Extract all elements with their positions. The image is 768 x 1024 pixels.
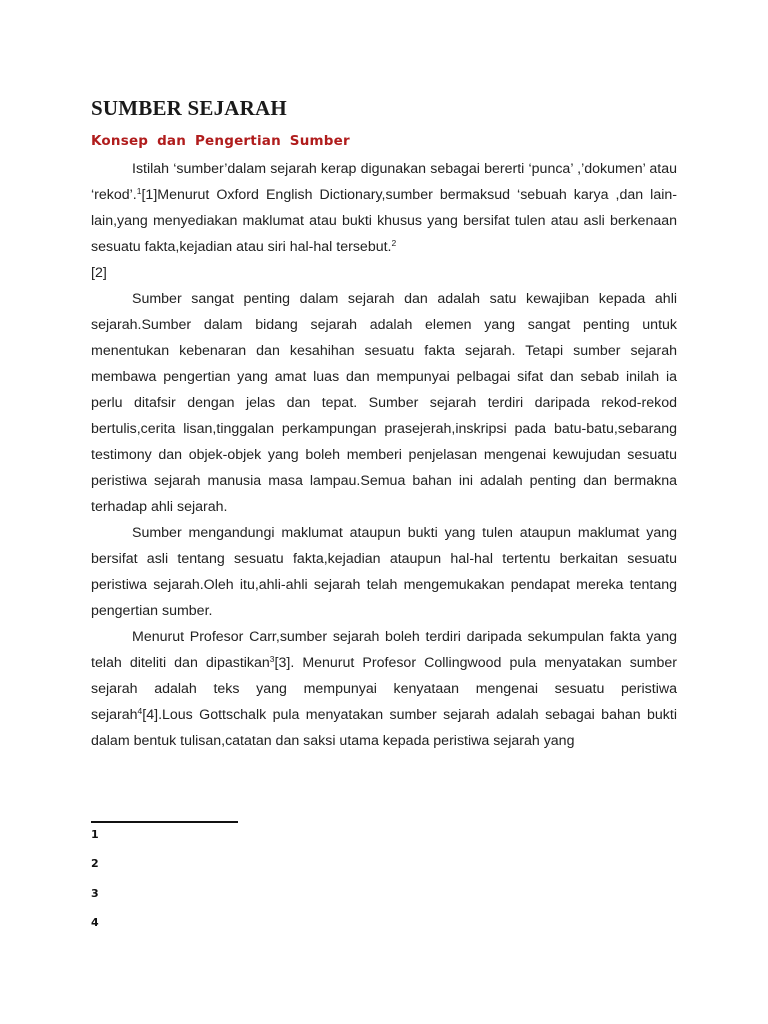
footnote-number[interactable]: 4 (91, 915, 99, 929)
paragraph-1-text-a: Istilah ‘sumber’dalam sejarah kerap digunakan sebagai bererti ‘punca’ ,’dokumen’ atau ‘rekod’. (91, 161, 677, 203)
footnote-number[interactable]: 2 (91, 857, 99, 871)
footnote-number[interactable]: 1 (91, 828, 99, 841)
paragraph-1 (91, 156, 677, 286)
footnote-marker-4[interactable]: 4 (137, 706, 143, 716)
footnote-reference-3[interactable]: [3] (274, 655, 291, 671)
footnote-reference-2[interactable]: [2] (91, 265, 107, 281)
document-title: SUMBER SEJARAH (91, 96, 287, 120)
footnote-number[interactable]: 3 (91, 886, 99, 900)
paragraph-3: Sumber mengandungi maklumat ataupun bukti yang tulen ataupun maklumat yang bersifat asli tentang sesuatu fakta,kejadian ataupun hal-hal tertentu berkaitan sesuatu peristiwa sejarah.Oleh itu,ahli-ahli sejarah telah mengemukakan pendapat mereka tentang pengertian sumber. (91, 525, 677, 619)
footnote-separator (91, 821, 238, 823)
footnote-marker-3[interactable]: 3 (269, 654, 275, 664)
body-text (91, 156, 677, 754)
paragraph-4-text-b: . Menurut Profesor Collingwood pula menyatakan sumber sejarah adalah teks yang mempunyai kenyataan mengenai sesuatu peristiwa sejarah (91, 655, 678, 723)
paragraph-4-text-c: .Lous Gottschalk pula menyatakan sumber sejarah adalah sebagai bahan bukti dalam bentuk tulisan,catatan dan saksi utama kepada peristiwa sejarah yang (91, 707, 677, 749)
paragraph-1-text-b: Menurut Oxford English Dictionary,sumber bermaksud ‘sebuah karya ,dan lain-lain,yang menyediakan maklumat atau bukti khusus yang bersifat tulen atau asli berkenaan sesuatu fakta,kejadian atau siri hal-hal tersebut. (91, 187, 677, 255)
footnote-marker-1[interactable]: 1 (136, 186, 142, 196)
paragraph-2: Sumber sangat penting dalam sejarah dan adalah satu kewajiban kepada ahli sejarah.Sumber dalam bidang sejarah adalah elemen yang sangat penting untuk menentukan kebenaran dan kesahihan sesuatu fakta sejarah. Tetapi sumber sejarah membawa pengertian yang amat luas dan mempunyai pelbagai sifat dan sebab inilah ia perlu ditafsir dengan jelas dan tepat. Sumber sejarah terdiri daripada rekod-rekod bertulis,cerita lisan,tinggalan perkampungan prasejerah,inskripsi pada batu-batu,sebarang testimony dan objek-objek yang boleh memberi penjelasan mengenai kewujudan sesuatu peristiwa sejarah manusia masa lampau.Semua bahan ini adalah penting dan bermakna terhadap ahli sejarah. (91, 291, 677, 515)
section-heading: Konsep dan Pengertian Sumber (91, 133, 350, 149)
footnote-reference-1[interactable]: [1] (141, 187, 158, 203)
paragraph-4-text-a: Menurut Profesor Carr,sumber sejarah boleh terdiri daripada sekumpulan fakta yang telah diteliti dan dipastikan (91, 629, 677, 671)
footnote-marker-2[interactable]: 2 (391, 238, 397, 248)
footnote-reference-4[interactable]: [4] (142, 707, 159, 723)
paragraph-4 (91, 624, 677, 754)
footnote-list (91, 827, 99, 944)
